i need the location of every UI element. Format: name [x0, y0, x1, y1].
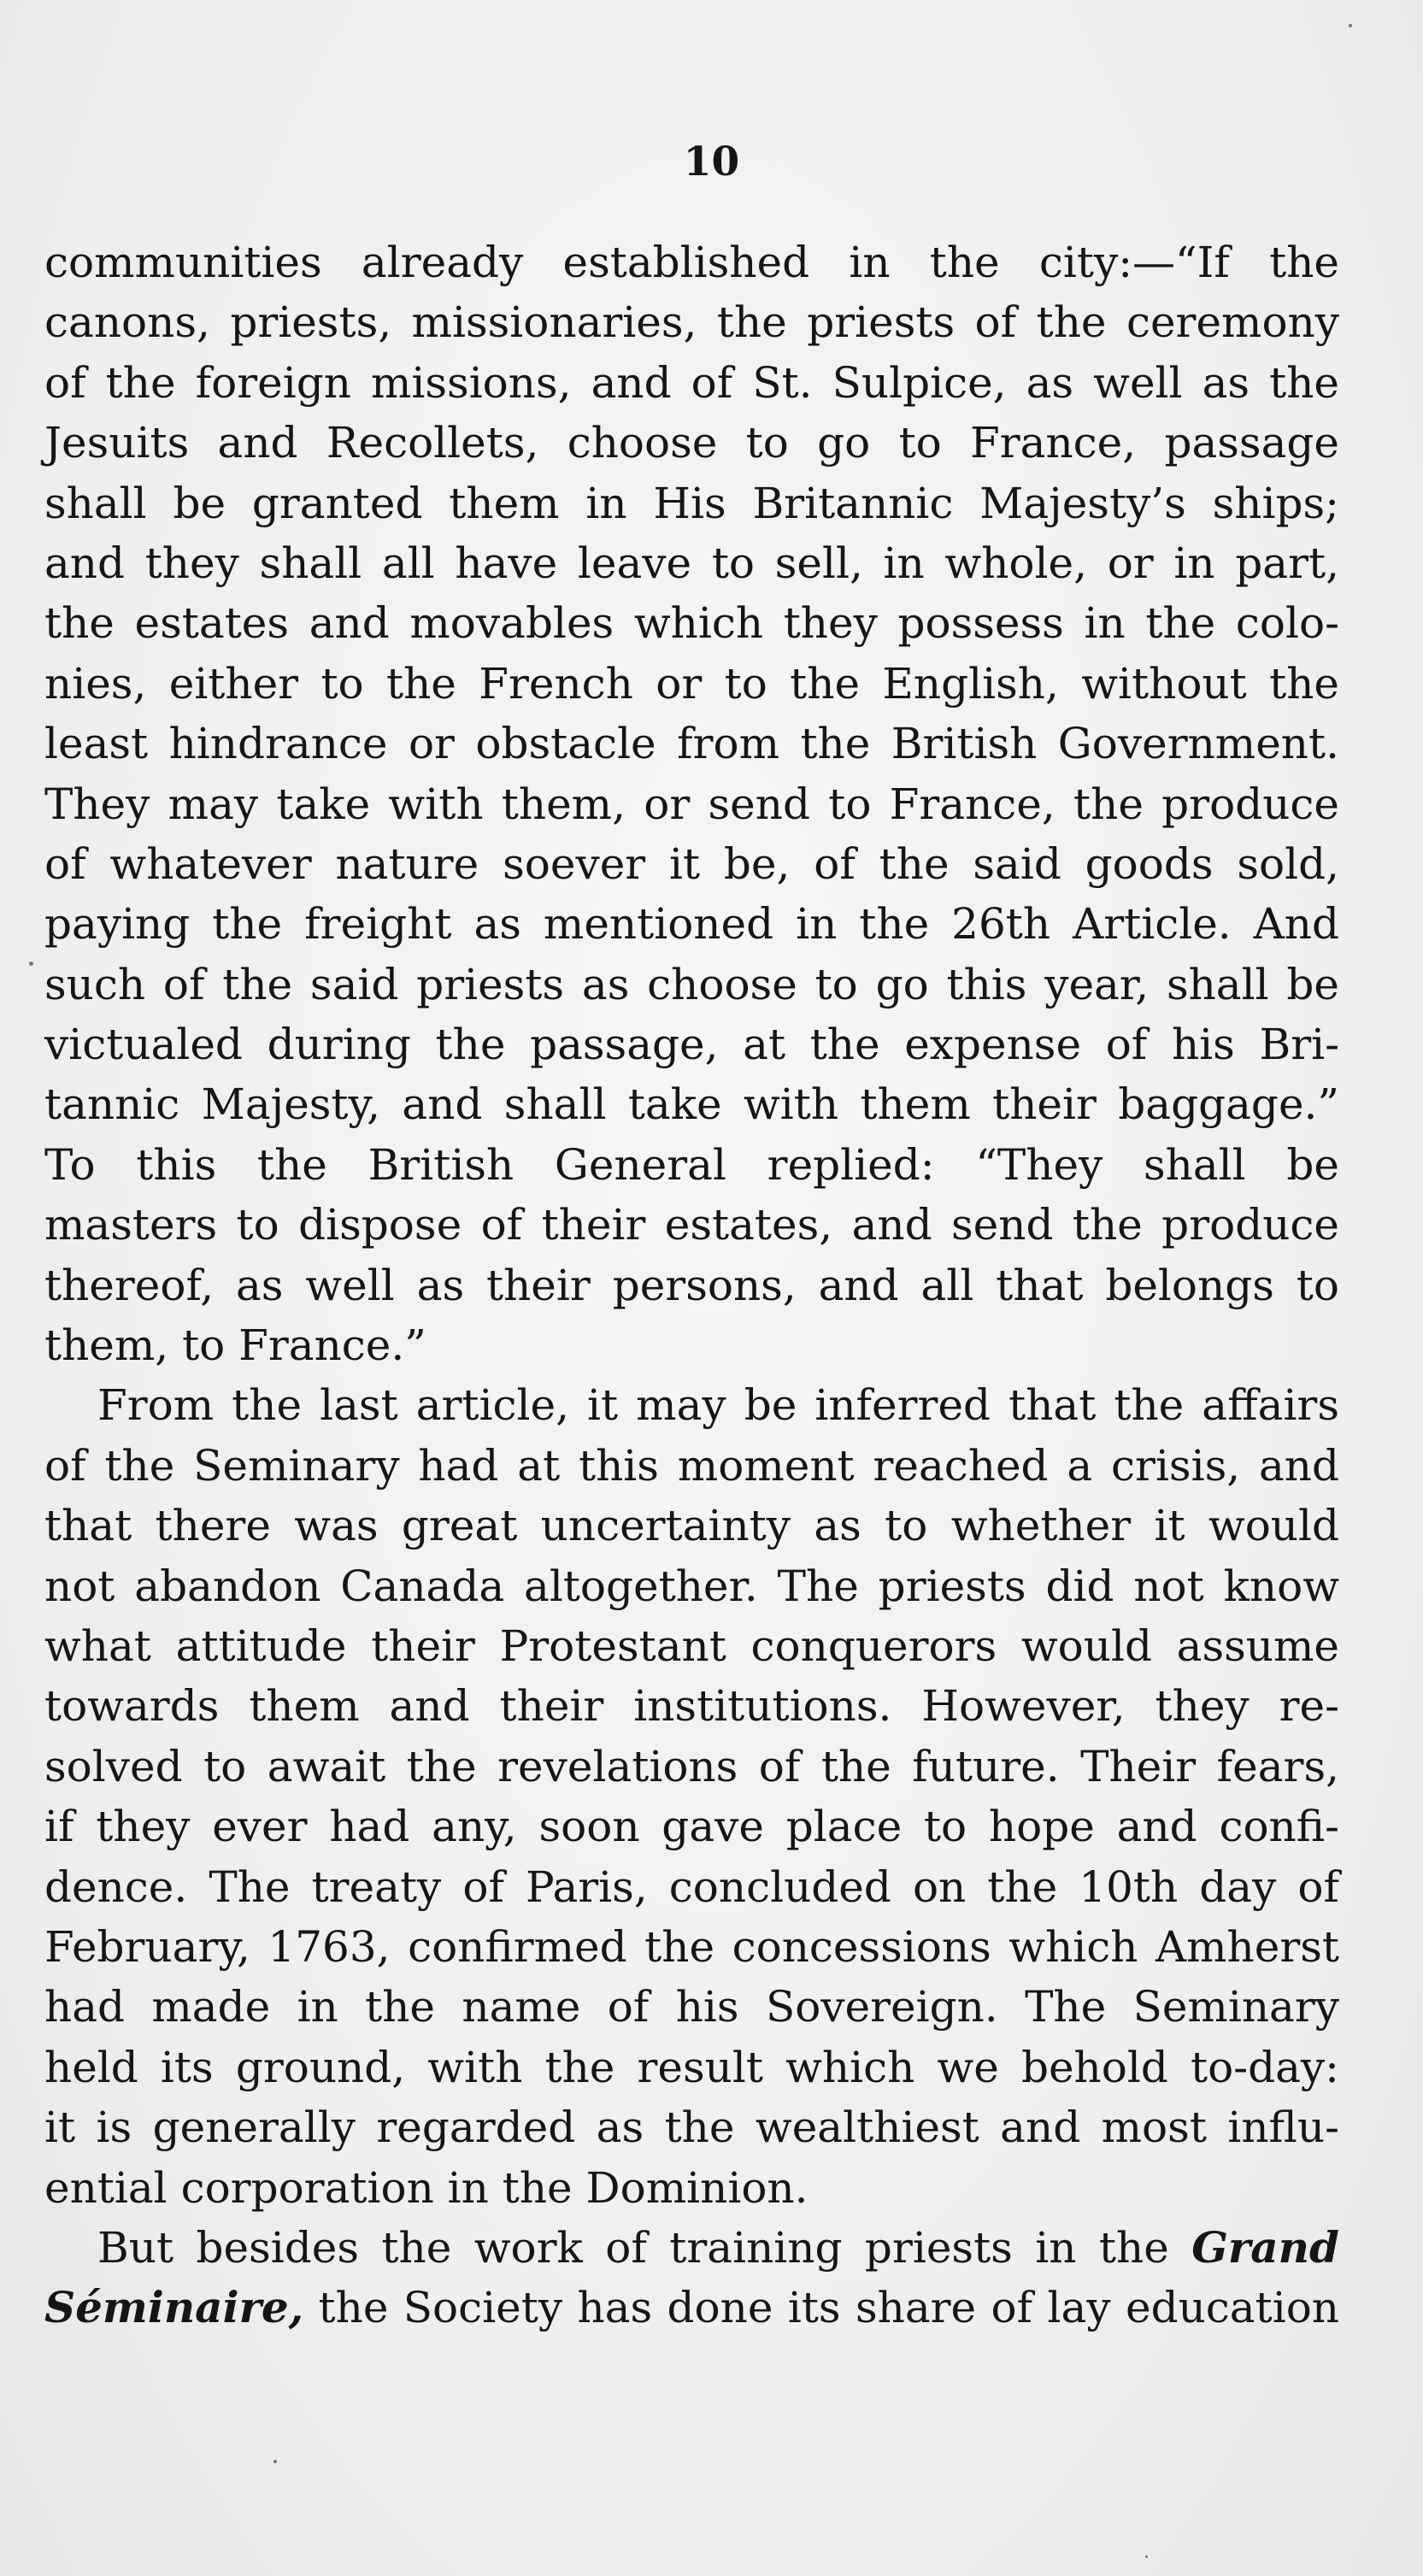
scan-speck	[1349, 24, 1352, 27]
text-line: that there was great uncertainty as to whether it would	[44, 1501, 1339, 1551]
text-line: towards them and their institutions. However, they re-	[44, 1681, 1339, 1732]
text-line: of the foreign missions, and of St. Sulpice, as well as the	[44, 357, 1339, 408]
text-line: They may take with them, or send to France, the produce	[44, 779, 1339, 829]
scan-speck	[1145, 2555, 1148, 2558]
text-line: least hindrance or obstacle from the British Government.	[44, 719, 1339, 769]
text-line: Jesuits and Recollets, choose to go to France, passage	[44, 418, 1339, 468]
text-line: To this the British General replied: “They shall be	[44, 1139, 1339, 1190]
text-line: them, to France.”	[44, 1320, 426, 1371]
text-line: it is generally regarded as the wealthiest and most influ-	[44, 2103, 1339, 2153]
text-line: held its ground, with the result which we behold to-day:	[44, 2042, 1339, 2092]
body-text	[44, 232, 1339, 2338]
text-line-paragraph-start: From the last article, it may be inferred that the affairs	[97, 1380, 1339, 1431]
page-number: 10	[683, 138, 740, 185]
text-line: the estates and movables which they possess in the colo-	[44, 598, 1339, 649]
text-line: had made in the name of his Sovereign. The Seminary	[44, 1982, 1339, 2032]
text-line: thereof, as well as their persons, and all that belongs to	[44, 1260, 1339, 1310]
text-line: and they shall all have leave to sell, in whole, or in part,	[44, 538, 1339, 588]
text-line: tannic Majesty, and shall take with them their baggage.”	[44, 1079, 1339, 1130]
text-line-part: But besides the work of training priests in the	[97, 2222, 1169, 2273]
text-line-paragraph-start	[44, 2218, 1339, 2278]
text-line: solved to await the revelations of the future. Their fears,	[44, 1741, 1339, 1791]
text-line: February, 1763, confirmed the concessions which Amherst	[44, 1921, 1339, 1972]
text-line-part	[1169, 2223, 1191, 2273]
text-line	[44, 2278, 1339, 2338]
text-line: of whatever nature soever it be, of the said goods sold,	[44, 838, 1339, 889]
text-line: if they ever had any, soon gave place to hope and confi-	[44, 1802, 1339, 1852]
text-line: not abandon Canada altogether. The priests did not know	[44, 1561, 1339, 1611]
text-line: dence. The treaty of Paris, concluded on the 10th day of	[44, 1861, 1339, 1912]
italic-term: Séminaire,	[44, 2282, 304, 2333]
text-line: masters to dispose of their estates, and send the produce	[44, 1200, 1339, 1250]
italic-term: Grand	[1191, 2221, 1339, 2273]
text-line: such of the said priests as choose to go this year, shall be	[44, 959, 1339, 1009]
text-line: canons, priests, missionaries, the priests of the ceremony	[44, 297, 1339, 348]
text-line: paying the freight as mentioned in the 26th Article. And	[44, 899, 1339, 950]
text-line: shall be granted them in His Britannic Majesty’s ships;	[44, 478, 1339, 528]
text-line: ential corporation in the Dominion.	[44, 2162, 809, 2213]
text-line: nies, either to the French or to the English, without the	[44, 658, 1339, 709]
text-line: communities already established in the city:—“If the	[44, 238, 1339, 287]
text-line-part: the Society has done its share of lay education	[303, 2283, 1339, 2333]
text-line: of the Seminary had at this moment reached a crisis, and	[44, 1440, 1339, 1491]
scan-speck	[273, 2460, 277, 2463]
text-line: victualed during the passage, at the expense of his Bri-	[44, 1020, 1339, 1070]
scan-speck	[29, 962, 33, 966]
text-line: what attitude their Protestant conquerors would assume	[44, 1620, 1339, 1671]
